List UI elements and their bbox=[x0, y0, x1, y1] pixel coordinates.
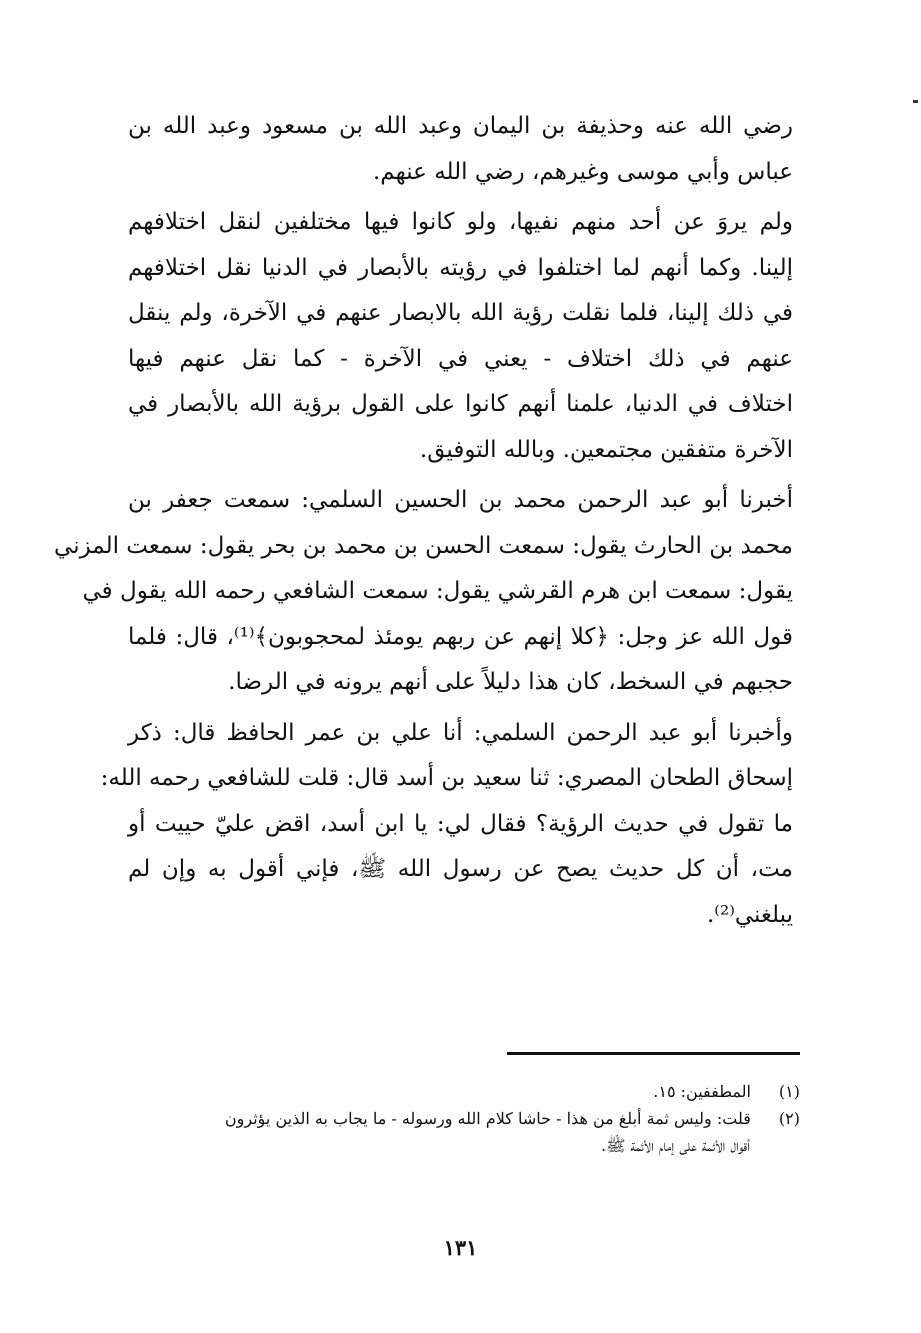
text-line: أخبرنا أبو عبد الرحمن محمد بن الحسين السلمي: سمعت جعفر بن bbox=[128, 487, 793, 513]
text-line: عباس وأبي موسى وغيرهم، رضي الله عنهم. bbox=[373, 158, 793, 185]
paragraph-2 bbox=[128, 200, 793, 473]
paragraph-4 bbox=[100, 711, 793, 939]
text-line: مت، أن كل حديث يصح عن رسول الله ﷺ، فإني أقول به وإن لم bbox=[128, 856, 793, 882]
text-line: ولم يروَ عن أحد منهم نفيها، ولو كانوا فيها مختلفين لنقل اختلافهم bbox=[128, 209, 793, 235]
text-line: حجبهم في السخط، كان هذا دليلاً على أنهم يرونه في الرضا. bbox=[228, 669, 793, 695]
footnote-1 bbox=[134, 1078, 800, 1105]
page-number: ١٣١ bbox=[443, 1235, 478, 1260]
footnote-2 bbox=[134, 1105, 800, 1132]
text-line: عنهم في ذلك اختلاف - يعني في الآخرة - كما نقل عنهم فيها bbox=[128, 345, 793, 372]
paragraph-1 bbox=[128, 104, 793, 195]
text-line: إلينا. وكما أنهم لما اختلفوا في رؤيته بالأبصار في الدنيا نقل اختلافهم bbox=[128, 254, 793, 281]
paragraph-3 bbox=[54, 478, 793, 706]
footnote-text: المطففين: ١٥. bbox=[653, 1082, 751, 1101]
text-line: يقول: سمعت ابن هرم القرشي يقول: سمعت الشافعي رحمه الله يقول في bbox=[82, 578, 793, 604]
text-line: يبلغني⁽²⁾. bbox=[706, 901, 793, 928]
text-line: الآخرة متفقين مجتمعين. وبالله التوفيق. bbox=[419, 436, 793, 463]
footnote-separator bbox=[507, 1052, 800, 1055]
text-line: اختلاف في الدنيا، علمنا أنهم كانوا على القول برؤية الله بالأبصار في bbox=[128, 391, 793, 417]
text-line: محمد بن الحارث يقول: سمعت الحسن بن محمد بن بحر يقول: سمعت المزني bbox=[54, 532, 793, 559]
text-line: قول الله عز وجل: ﴿كلا إنهم عن ربهم يومئذ لمحجوبون﴾⁽¹⁾، قال: فلما bbox=[128, 623, 793, 650]
text-line: في ذلك إلينا، فلما نقلت رؤية الله بالابصار عنهم في الآخرة، ولم ينقل bbox=[128, 300, 793, 326]
footnote-number: (١) bbox=[778, 1082, 800, 1101]
text-line: وأخبرنا أبو عبد الرحمن السلمي: أنا علي بن عمر الحافظ قال: ذكر bbox=[128, 719, 793, 746]
text-line: إسحاق الطحان المصري: ثنا سعيد بن أسد قال: قلت للشافعي رحمه الله: bbox=[100, 765, 793, 791]
footnote-text: قلت: وليس ثمة أبلغ من هذا - حاشا كلام الله ورسوله - ما يجاب به الذين يؤثرون bbox=[224, 1109, 751, 1128]
text-line: رضي الله عنه وحذيفة بن اليمان وعبد الله بن مسعود وعبد الله بن bbox=[128, 113, 793, 139]
text-line: ما تقول في حديث الرؤية؟ فقال لي: يا ابن أسد، اقض عليّ حييت أو bbox=[128, 810, 793, 837]
main-text bbox=[54, 104, 793, 938]
scan-edge-mark bbox=[913, 100, 918, 103]
footnote-2-continuation: أقوال الأئمة على إمام الأئمة ﷺ. bbox=[600, 1136, 750, 1155]
footnotes bbox=[134, 1078, 800, 1159]
footnote-number: (٢) bbox=[778, 1109, 800, 1128]
